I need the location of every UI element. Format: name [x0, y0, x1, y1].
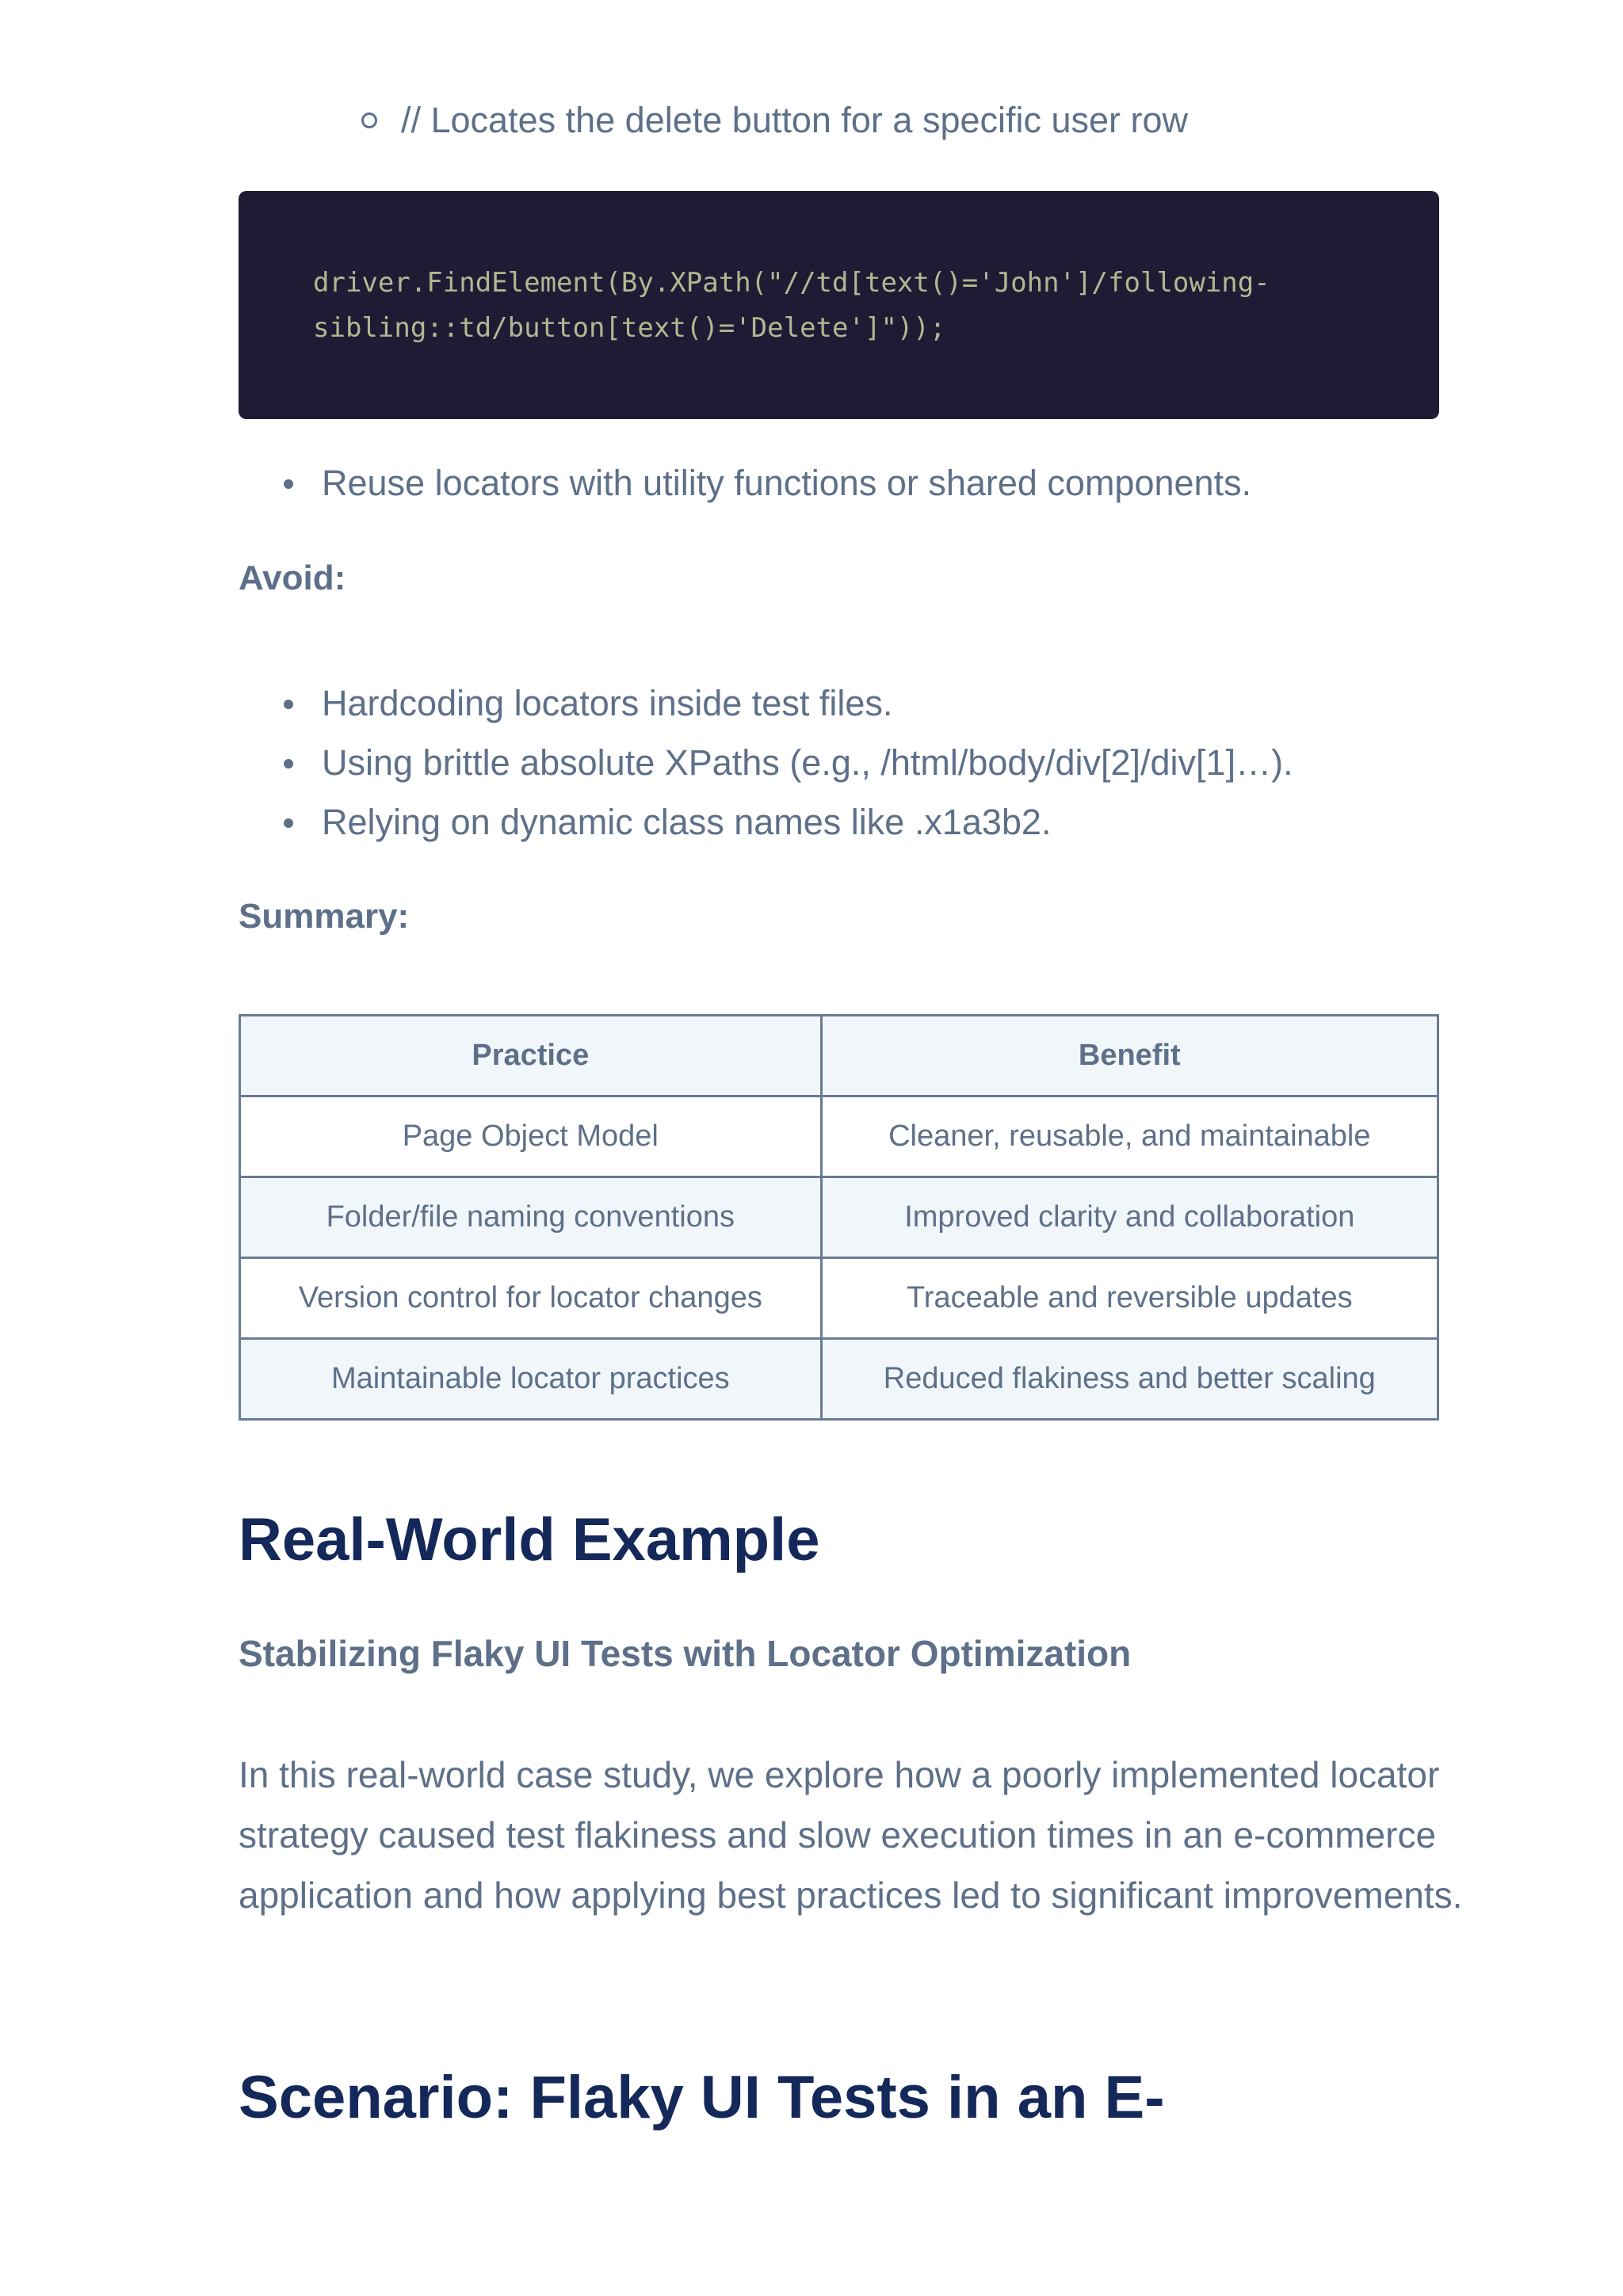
list-item [281, 673, 1293, 733]
code-line-2: sibling::td/button[text()='Delete']")); [313, 312, 946, 344]
table-cell: Improved clarity and collaboration [821, 1177, 1438, 1258]
list-item [281, 453, 1251, 513]
list-item-text: Relying on dynamic class names like .x1a3b2. [322, 802, 1052, 842]
code-block [239, 191, 1439, 419]
sub-list-item-text: // Locates the delete button for a specific user row [401, 100, 1189, 140]
code-text [313, 261, 1392, 351]
bullet-icon [284, 700, 293, 709]
real-world-subheading: Stabilizing Flaky UI Tests with Locator Optimization [239, 1633, 1132, 1674]
avoid-label: Avoid: [239, 559, 346, 597]
table-cell: Folder/file naming conventions [240, 1177, 822, 1258]
summary-label: Summary: [239, 897, 410, 936]
list-item-text: Using brittle absolute XPaths (e.g., /html/body/div[2]/div[1]…). [322, 742, 1293, 783]
table-header-practice: Practice [240, 1016, 822, 1097]
case-study-paragraph: In this real-world case study, we explore how a poorly implemented locator strategy caused test flakiness and slow execution times in an e-commerce application and how applying best practices led to significant improvements. [239, 1754, 1463, 1916]
real-world-heading: Real-World Example [239, 1506, 820, 1573]
list-item-text: Hardcoding locators inside test files. [322, 683, 893, 723]
table-cell: Page Object Model [240, 1097, 822, 1177]
bullet-icon [284, 479, 293, 489]
list-item [281, 792, 1293, 852]
table-row [240, 1097, 1438, 1177]
bullet-icon [284, 818, 293, 828]
table-header-row [240, 1016, 1438, 1097]
table-cell: Version control for locator changes [240, 1258, 822, 1339]
sub-list-item [361, 95, 1188, 146]
table-cell: Traceable and reversible updates [821, 1258, 1438, 1339]
table-row [240, 1177, 1438, 1258]
list-item [281, 733, 1293, 792]
bullet-icon [284, 759, 293, 769]
code-line-1: driver.FindElement(By.XPath("//td[text()='John']/following- [313, 267, 1270, 299]
hollow-bullet-icon [361, 113, 377, 128]
table-cell: Maintainable locator practices [240, 1339, 822, 1420]
avoid-list [281, 673, 1293, 852]
summary-table [239, 1014, 1439, 1421]
table-row [240, 1258, 1438, 1339]
list-item-text: Reuse locators with utility functions or shared components. [322, 463, 1252, 503]
scenario-heading: Scenario: Flaky UI Tests in an E- [239, 2064, 1165, 2131]
table-header-benefit: Benefit [821, 1016, 1438, 1097]
table-cell: Cleaner, reusable, and maintainable [821, 1097, 1438, 1177]
table-row [240, 1339, 1438, 1420]
table-cell: Reduced flakiness and better scaling [821, 1339, 1438, 1420]
reuse-list [281, 453, 1251, 513]
